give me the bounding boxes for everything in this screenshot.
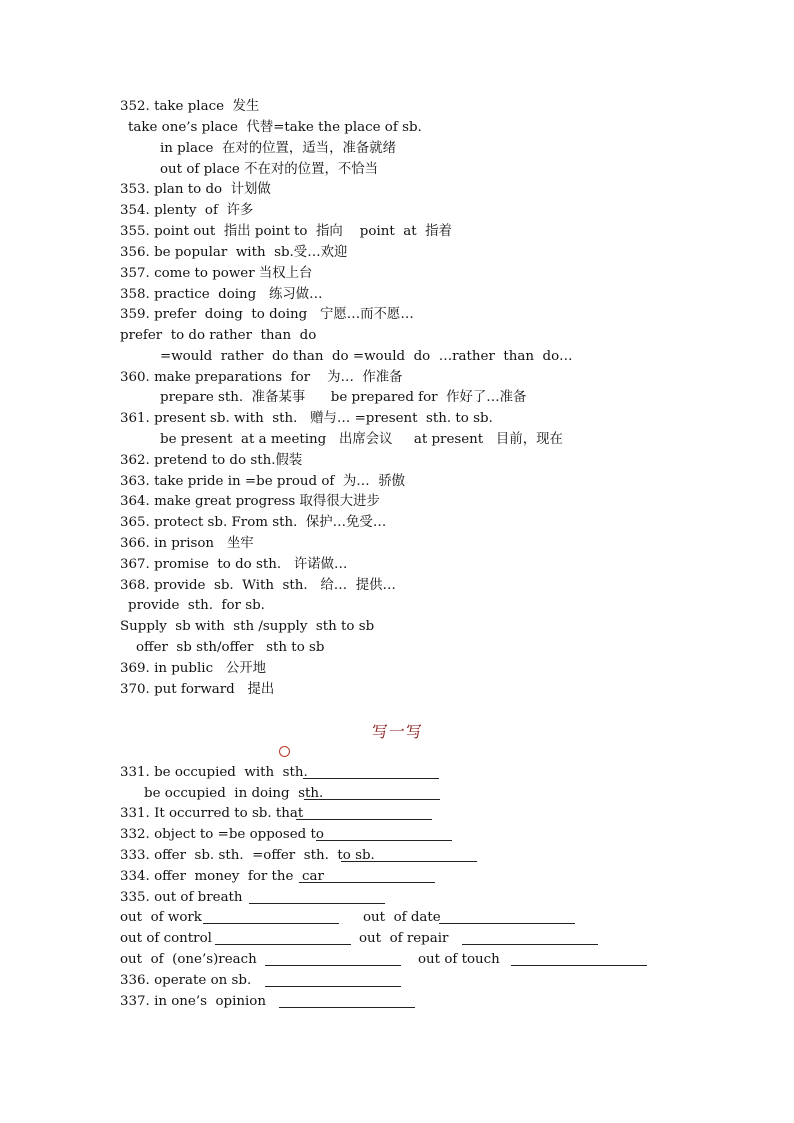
phrase-line: out of place 不在对的位置，不恰当 [160, 162, 379, 177]
phrase-line: 353. plan to do 计划做 [120, 182, 271, 197]
answer-blank[interactable] [304, 799, 440, 800]
exercise-prompt: 334. offer money for the car [120, 869, 324, 884]
phrase-line: 362. pretend to do sth.假装 [120, 453, 303, 468]
exercise-prompt: 333. offer sb. sth. =offer sth. to sb. [120, 848, 375, 863]
exercise-prompt: out of date [363, 910, 441, 925]
exercise-prompt: be occupied in doing sth. [144, 786, 324, 801]
exercise-prompt: out of (one’s)reach [120, 952, 257, 967]
exercise-prompt: 332. object to =be opposed to [120, 827, 324, 842]
phrase-line: prepare sth. 准备某事 be prepared for 作好了…准备 [160, 390, 527, 405]
answer-blank[interactable] [296, 819, 432, 820]
phrase-line: 354. plenty of 许多 [120, 203, 254, 218]
phrase-line: 361. present sb. with sth. 赠与… =present sth. to sb. [120, 411, 493, 426]
phrase-line: 364. make great progress 取得很大进步 [120, 494, 380, 509]
section-title: 写一写 [372, 722, 424, 741]
exercise-prompt: out of control [120, 931, 212, 946]
answer-blank[interactable] [249, 903, 385, 904]
answer-blank[interactable] [511, 965, 647, 966]
phrase-line: offer sb sth/offer sth to sb [136, 640, 325, 655]
answer-blank[interactable] [462, 944, 598, 945]
phrase-line: 359. prefer doing to doing 宁愿…而不愿… [120, 307, 414, 322]
exercise-prompt: 335. out of breath [120, 890, 243, 905]
phrase-line: 360. make preparations for 为… 作准备 [120, 370, 403, 385]
phrase-line: prefer to do rather than do [120, 328, 317, 343]
exercise-prompt: out of repair [359, 931, 449, 946]
answer-blank[interactable] [215, 944, 351, 945]
phrase-line: 358. practice doing 练习做… [120, 287, 323, 302]
phrase-line: in place 在对的位置，适当，准备就绪 [160, 141, 397, 156]
phrase-line: 363. take pride in =be proud of 为… 骄傲 [120, 474, 405, 489]
phrase-line: =would rather do than do =would do …rather than do… [160, 349, 573, 364]
answer-blank[interactable] [341, 861, 477, 862]
exercise-prompt: 337. in one’s opinion [120, 994, 266, 1009]
phrase-line: take one’s place 代替=take the place of sb. [128, 120, 422, 135]
phrase-line: 366. in prison 坐牢 [120, 536, 254, 551]
exercise-prompt: 331. be occupied with sth. [120, 765, 308, 780]
answer-blank[interactable] [303, 778, 439, 779]
exercise-prompt: out of work [120, 910, 202, 925]
exercise-prompt: 331. It occurred to sb. that [120, 806, 304, 821]
answer-blank[interactable] [316, 840, 452, 841]
phrase-line: 367. promise to do sth. 许诺做… [120, 557, 348, 572]
phrase-line: 370. put forward 提出 [120, 682, 275, 697]
exercise-prompt: out of touch [418, 952, 500, 967]
phrase-line: be present at a meeting 出席会议 at present 目前，现在 [160, 432, 563, 447]
phrase-line: 357. come to power 当权上台 [120, 266, 313, 281]
answer-blank[interactable] [203, 923, 339, 924]
answer-blank[interactable] [439, 923, 575, 924]
answer-blank[interactable] [265, 965, 401, 966]
phrase-line: 356. be popular with sb.受…欢迎 [120, 245, 348, 260]
phrase-line: 369. in public 公开地 [120, 661, 267, 676]
phrase-line: 368. provide sb. With sth. 给… 提供… [120, 578, 396, 593]
phrase-line: 352. take place 发生 [120, 99, 260, 114]
answer-blank[interactable] [279, 1007, 415, 1008]
phrase-line: provide sth. for sb. [128, 598, 265, 613]
circle-mark-icon [279, 746, 290, 757]
answer-blank[interactable] [265, 986, 401, 987]
answer-blank[interactable] [299, 882, 435, 883]
phrase-line: 365. protect sb. From sth. 保护…免受… [120, 515, 387, 530]
exercise-prompt: 336. operate on sb. [120, 973, 252, 988]
phrase-line: 355. point out 指出 point to 指向 point at 指着 [120, 224, 452, 239]
phrase-line: Supply sb with sth /supply sth to sb [120, 619, 375, 634]
